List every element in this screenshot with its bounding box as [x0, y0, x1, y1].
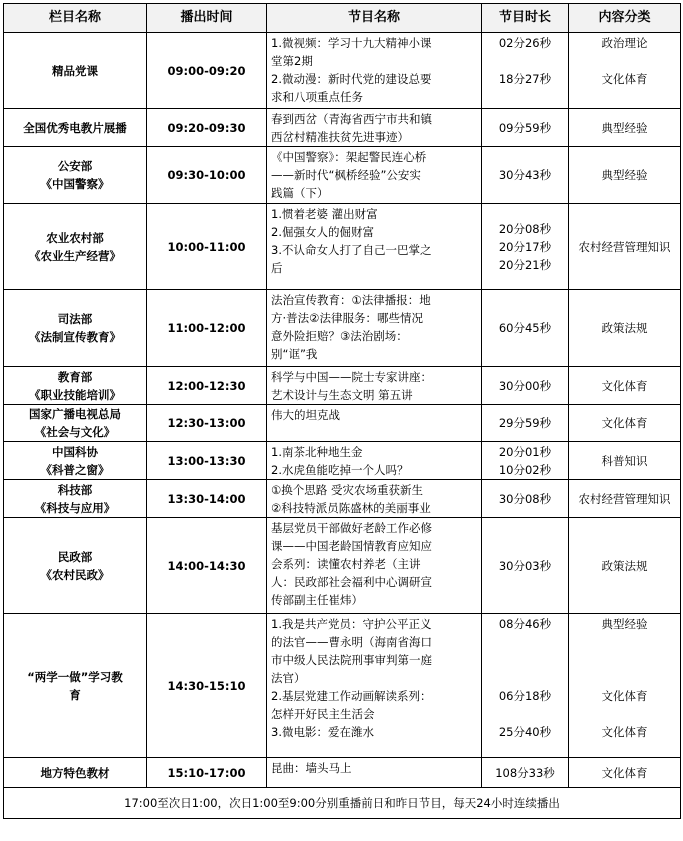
- broadcast-time-cell: 14:00-14:30: [147, 518, 267, 614]
- program-name-cell: [267, 204, 482, 290]
- program-name-cell-line: 后: [271, 261, 283, 275]
- duration-cell-line: 02分26秒: [498, 36, 552, 50]
- category-cell-line: 文化体育: [601, 765, 648, 780]
- header-column-name: 栏目名称: [4, 4, 147, 33]
- program-name-cell: [267, 33, 482, 109]
- duration-cell-line: 29分59秒: [498, 416, 552, 430]
- column-name-cell: [4, 518, 147, 614]
- column-name-cell: [4, 480, 147, 518]
- category-cell-line: 文化体育: [601, 72, 648, 86]
- column-name-cell-line: 《中国警察》: [40, 177, 110, 191]
- duration-cell-line: 09分59秒: [498, 120, 552, 135]
- program-name-cell-line: 市中级人民法院刑事审判第一庭: [271, 653, 432, 667]
- column-name-cell-line: 农业农村部: [46, 230, 104, 245]
- duration-cell-line: 30分03秒: [498, 558, 552, 573]
- header-row: [4, 4, 681, 33]
- category-cell: [569, 109, 681, 147]
- category-cell: [569, 480, 681, 518]
- program-name-cell-line: 1.我是共产党员：守护公平正义: [271, 617, 432, 631]
- table-row: [4, 204, 681, 290]
- column-name-cell-line: “两学一做”学习教: [27, 669, 123, 684]
- broadcast-time-cell: 13:30-14:00: [147, 480, 267, 518]
- duration-cell: [482, 290, 569, 367]
- program-name-cell: [267, 480, 482, 518]
- broadcast-time-cell: 09:20-09:30: [147, 109, 267, 147]
- category-cell: [569, 204, 681, 290]
- column-name-cell-line: 教育部: [57, 369, 93, 384]
- column-name-cell: [4, 367, 147, 405]
- category-cell-line: 科普知识: [601, 453, 648, 468]
- column-name-cell: [4, 290, 147, 367]
- program-name-cell-line: 1.惯着老婆 灌出财富: [271, 207, 378, 221]
- column-name-cell: [4, 405, 147, 442]
- footer-row: [4, 788, 681, 819]
- table-row: [4, 518, 681, 614]
- header-broadcast-time: 播出时间: [147, 4, 267, 33]
- program-name-cell: [267, 290, 482, 367]
- table-row: [4, 405, 681, 442]
- program-name-cell-line: 春到西岔（青海省西宁市共和镇: [271, 112, 432, 126]
- column-name-cell-line: 《农业生产经营》: [29, 248, 121, 263]
- table-row: [4, 147, 681, 204]
- duration-cell: [482, 204, 569, 290]
- column-name-cell-line: 《社会与文化》: [34, 425, 116, 439]
- program-name-cell-line: 求和八项重点任务: [271, 90, 363, 104]
- table-row: [4, 367, 681, 405]
- table-row: [4, 442, 681, 480]
- category-cell-line: 农村经营管理知识: [578, 239, 671, 254]
- program-name-cell-line: 基层党员干部做好老龄工作必修: [271, 521, 432, 535]
- program-name-cell-line: 3.微电影：爱在潍水: [271, 725, 374, 739]
- duration-cell-line: 20分21秒: [498, 257, 552, 272]
- broadcast-time-cell: 09:30-10:00: [147, 147, 267, 204]
- program-name-cell-line: 践篇（下）: [271, 186, 329, 200]
- program-name-cell-line: 传部副主任崔炜）: [271, 593, 363, 607]
- duration-cell: [482, 109, 569, 147]
- category-cell: [569, 442, 681, 480]
- program-name-cell-line: 的法官——曹永明（海南省海口: [271, 635, 432, 649]
- duration-cell: [482, 614, 569, 758]
- broadcast-time-cell: 10:00-11:00: [147, 204, 267, 290]
- program-name-cell: [267, 442, 482, 480]
- column-name-cell: [4, 33, 147, 109]
- program-name-cell-line: 意外险拒赔？③法治剧场：: [271, 329, 408, 343]
- table-row: [4, 614, 681, 758]
- program-name-cell-line: 2.微动漫：新时代党的建设总要: [271, 72, 432, 86]
- table-row: [4, 109, 681, 147]
- program-name-cell-line: 2.倔强女人的倔财富: [271, 225, 374, 239]
- category-cell: [569, 758, 681, 788]
- broadcast-time-cell: 09:00-09:20: [147, 33, 267, 109]
- duration-cell: [482, 367, 569, 405]
- schedule-table: [3, 3, 681, 819]
- program-name-cell-line: 堂第2期: [271, 54, 313, 68]
- broadcast-time-cell: 11:00-12:00: [147, 290, 267, 367]
- column-name-cell-line: 全国优秀电教片展播: [23, 120, 127, 135]
- duration-cell-line: 20分01秒: [498, 444, 552, 459]
- column-name-cell: [4, 109, 147, 147]
- category-cell-line: 农村经营管理知识: [578, 491, 671, 506]
- column-name-cell-line: 中国科协: [52, 444, 98, 459]
- column-name-cell-line: 司法部: [57, 312, 93, 326]
- column-name-cell-line: 《法制宣传教育》: [29, 330, 121, 344]
- header-program-name: 节目名称: [267, 4, 482, 33]
- category-cell-line: 文化体育: [601, 725, 648, 739]
- column-name-cell-line: 育: [69, 687, 81, 702]
- duration-cell-line: 30分08秒: [498, 491, 552, 506]
- category-cell-line: 政策法规: [601, 558, 648, 573]
- category-cell-line: 政治理论: [601, 36, 648, 50]
- duration-cell-line: 60分45秒: [498, 321, 552, 335]
- program-name-cell-line: 人：民政部社会福利中心调研宣: [271, 575, 432, 589]
- column-name-cell: [4, 204, 147, 290]
- duration-cell: [482, 442, 569, 480]
- duration-cell: [482, 480, 569, 518]
- category-cell: [569, 367, 681, 405]
- duration-cell-line: 30分00秒: [498, 378, 552, 393]
- program-name-cell: [267, 405, 482, 442]
- duration-cell-line: 20分17秒: [498, 239, 552, 254]
- program-name-cell-line: 法治宣传教育：①法律播报：地: [271, 293, 431, 307]
- program-name-cell: [267, 614, 482, 758]
- duration-cell-line: 25分40秒: [498, 725, 552, 739]
- program-name-cell-line: 《中国警察》：架起警民连心桥: [271, 150, 427, 164]
- category-cell: [569, 290, 681, 367]
- category-cell-line: 典型经验: [601, 168, 648, 182]
- column-name-cell-line: 地方特色教材: [40, 765, 110, 780]
- program-name-cell-line: 2.基层党建工作动画解读系列：: [271, 689, 432, 703]
- duration-cell: [482, 33, 569, 109]
- category-cell: [569, 147, 681, 204]
- footer-note: 17:00至次日1:00，次日1:00至9:00分别重播前日和昨日节目，每天24小时连续播出: [4, 788, 681, 819]
- duration-cell-line: 108分33秒: [495, 765, 555, 780]
- duration-cell: [482, 518, 569, 614]
- duration-cell-line: 30分43秒: [498, 168, 552, 182]
- program-name-cell-line: 怎样开好民主生活会: [271, 707, 375, 721]
- program-name-cell: [267, 758, 482, 788]
- header-duration: 节目时长: [482, 4, 569, 33]
- table-row: [4, 758, 681, 788]
- header-category: 内容分类: [569, 4, 681, 33]
- program-name-cell-line: ②科技特派员陈盛林的美丽事业: [271, 501, 431, 515]
- column-name-cell-line: 公安部: [57, 159, 93, 173]
- program-name-cell-line: 方·普法②法律服务：哪些情况: [271, 311, 423, 325]
- duration-cell: [482, 405, 569, 442]
- column-name-cell: [4, 614, 147, 758]
- duration-cell-line: 10分02秒: [498, 462, 552, 477]
- duration-cell-line: 06分18秒: [498, 689, 552, 703]
- program-name-cell-line: 3.不认命女人打了自己一巴掌之: [271, 243, 432, 257]
- program-name-cell: [267, 109, 482, 147]
- duration-cell-line: 08分46秒: [498, 617, 552, 631]
- duration-cell-line: 20分08秒: [498, 221, 552, 236]
- program-name-cell-line: 伟大的坦克战: [271, 408, 340, 422]
- broadcast-time-cell: 14:30-15:10: [147, 614, 267, 758]
- column-name-cell: [4, 758, 147, 788]
- column-name-cell: [4, 147, 147, 204]
- duration-cell-line: 18分27秒: [498, 72, 552, 86]
- duration-cell: [482, 758, 569, 788]
- program-name-cell-line: 1.南茶北种地生金: [271, 445, 363, 459]
- program-name-cell-line: ①换个思路 受灾农场重获新生: [271, 483, 423, 497]
- table-row: [4, 33, 681, 109]
- program-name-cell: [267, 518, 482, 614]
- program-name-cell-line: 会系列：读懂农村养老（主讲: [271, 557, 421, 571]
- broadcast-time-cell: 12:00-12:30: [147, 367, 267, 405]
- duration-cell: [482, 147, 569, 204]
- column-name-cell-line: 民政部: [57, 549, 93, 564]
- column-name-cell-line: 精品党课: [52, 63, 98, 78]
- category-cell-line: 政策法规: [601, 321, 648, 335]
- category-cell-line: 文化体育: [601, 378, 648, 393]
- program-name-cell-line: 艺术设计与生态文明 第五讲: [271, 388, 413, 402]
- program-name-cell-line: 西岔村精准扶贫先进事迹）: [271, 130, 409, 144]
- broadcast-time-cell: 12:30-13:00: [147, 405, 267, 442]
- program-name-cell-line: 昆曲：墙头马上: [271, 761, 352, 775]
- category-cell-line: 文化体育: [601, 689, 648, 703]
- column-name-cell-line: 科技部: [57, 482, 93, 497]
- table-row: [4, 480, 681, 518]
- column-name-cell-line: 《职业技能培训》: [29, 387, 121, 402]
- category-cell: [569, 405, 681, 442]
- column-name-cell-line: 《农村民政》: [40, 567, 110, 582]
- program-name-cell: [267, 367, 482, 405]
- column-name-cell: [4, 442, 147, 480]
- category-cell: [569, 33, 681, 109]
- category-cell: [569, 614, 681, 758]
- program-name-cell-line: ——新时代“枫桥经验”公安实: [271, 168, 421, 182]
- column-name-cell-line: 《科普之窗》: [40, 462, 110, 477]
- broadcast-time-cell: 13:00-13:30: [147, 442, 267, 480]
- program-name-cell-line: 别“诓”我: [271, 347, 318, 361]
- category-cell-line: 文化体育: [601, 416, 648, 430]
- category-cell-line: 典型经验: [601, 617, 648, 631]
- column-name-cell-line: 《科技与应用》: [34, 500, 116, 515]
- program-name-cell: [267, 147, 482, 204]
- table-row: [4, 290, 681, 367]
- program-name-cell-line: 2.水虎鱼能吃掉一个人吗？: [271, 463, 409, 477]
- program-name-cell-line: 科学与中国——院士专家讲座：: [271, 370, 432, 384]
- broadcast-time-cell: 15:10-17:00: [147, 758, 267, 788]
- column-name-cell-line: 国家广播电视总局: [29, 407, 121, 421]
- program-name-cell-line: 课——中国老龄国情教育应知应: [271, 539, 432, 553]
- category-cell: [569, 518, 681, 614]
- program-name-cell-line: 法官）: [271, 671, 306, 685]
- program-name-cell-line: 1.微视频：学习十九大精神小课: [271, 36, 432, 50]
- category-cell-line: 典型经验: [601, 120, 648, 135]
